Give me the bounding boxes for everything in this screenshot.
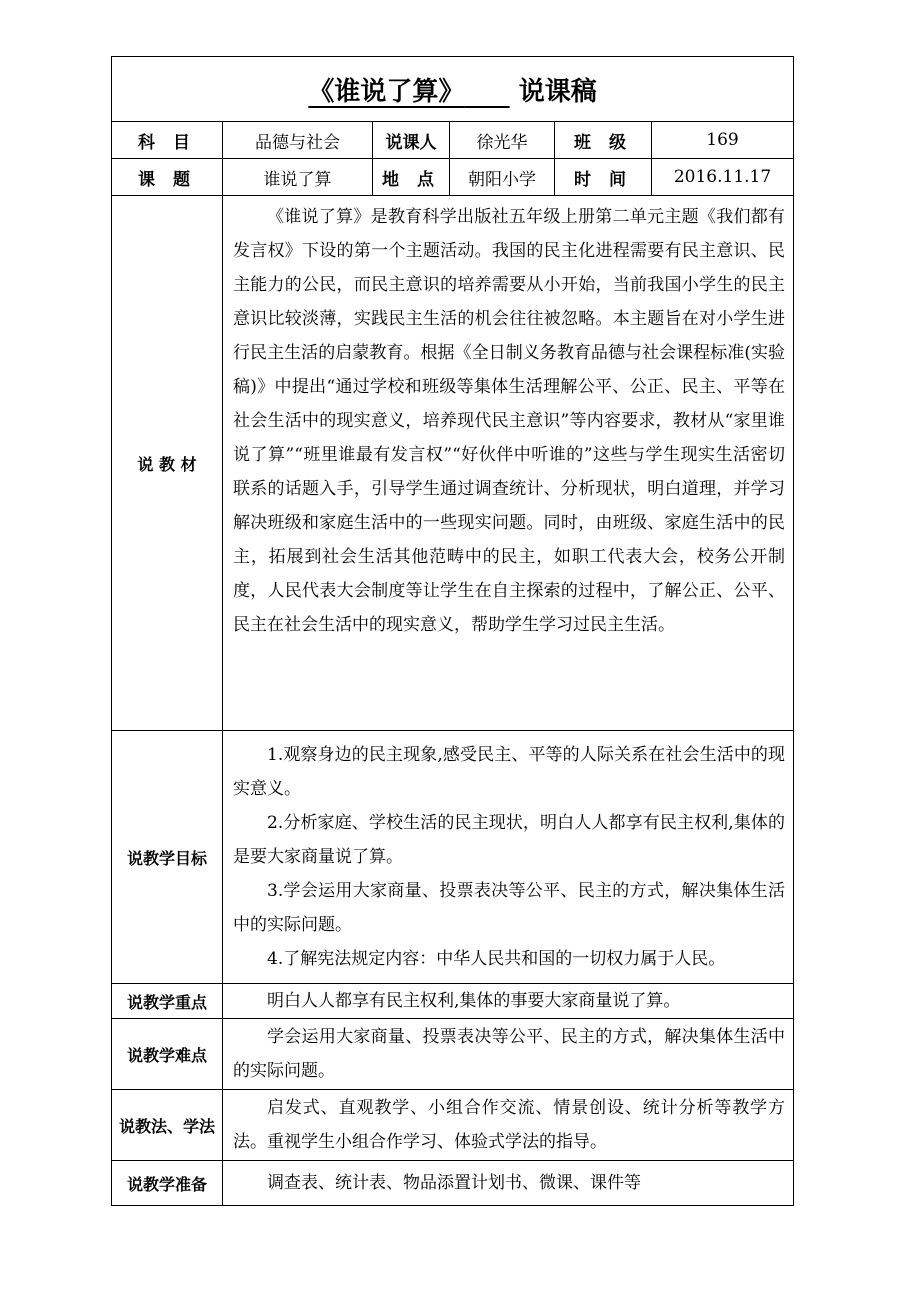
teacher-label: 说课人 xyxy=(373,122,450,159)
topic-value: 谁说了算 xyxy=(223,159,373,196)
info-row-2 xyxy=(112,159,794,196)
prep-row xyxy=(112,1161,794,1206)
methods-text: 启发式、直观教学、小组合作交流、情景创设、统计分析等教学方法。重视学生小组合作学习、体验式学法的指导。 xyxy=(233,1098,786,1152)
difficulty-text: 学会运用大家商量、投票表决等公平、民主的方式，解决集体生活中的实际问题。 xyxy=(233,1027,786,1081)
prep-text: 调查表、统计表、物品添置计划书、微课、课件等 xyxy=(267,1173,641,1193)
key-text-cell xyxy=(223,984,794,1019)
subject-label: 科 目 xyxy=(112,122,223,159)
time-label: 时 间 xyxy=(555,159,652,196)
topic-label: 课 题 xyxy=(112,159,223,196)
class-value: 169 xyxy=(652,122,794,159)
key-row xyxy=(112,984,794,1019)
material-text: 《谁说了算》是教育科学出版社五年级上册第二单元主题《我们都有发言权》下设的第一个主题活动。我国的民主化进程需要有民主意识、民主能力的公民，而民主意识的培养需要从小开始，当前我国小学生的民主意识比较淡薄，实践民主生活的机会往往被忽略。本主题旨在对小学生进行民主生活的启蒙教育。根据《全日制义务教育品德与社会课程标准(实验稿)》中提出“通过学校和班级等集体生活理解公平、公正、民主、平等在社会生活中的现实意义，培养现代民主意识”等内容要求，教材从“家里谁说了算”“班里谁最有发言权”“好伙伴中听谁的”这些与学生现实生活密切联系的话题入手，引导学生通过调查统计、分析现状，明白道理，并学习解决班级和家庭生活中的一些现实问题。同时，由班级、家庭生活中的民主，拓展到社会生活其他范畴中的民主，如职工代表大会，校务公开制度，人民代表大会制度等让学生在自主探索的过程中，了解公正、公平、民主在社会生活中的现实意义，帮助学生学习过民主生活。 xyxy=(233,207,786,635)
material-row xyxy=(112,196,794,731)
methods-text-cell xyxy=(223,1090,794,1161)
lesson-plan-table xyxy=(111,56,794,1206)
methods-label: 说教法、学法 xyxy=(112,1090,223,1161)
prep-label: 说教学准备 xyxy=(112,1161,223,1206)
goal-item: 1.观察身边的民主现象,感受民主、平等的人际关系在社会生活中的现实意义。 xyxy=(233,745,786,799)
teacher-value: 徐光华 xyxy=(450,122,555,159)
title-suffix: 说课稿 xyxy=(518,76,597,107)
time-value: 2016.11.17 xyxy=(652,159,794,196)
lesson-plan-sheet xyxy=(111,56,793,1206)
document-title xyxy=(112,57,794,122)
place-value: 朝阳小学 xyxy=(450,159,555,196)
goal-item: 4.了解宪法规定内容：中华人民共和国的一切权力属于人民。 xyxy=(267,949,726,969)
goals-list xyxy=(223,731,794,984)
title-main: 《谁说了算》 xyxy=(308,76,465,107)
difficulty-text-cell xyxy=(223,1019,794,1090)
class-label: 班 级 xyxy=(555,122,652,159)
key-label: 说教学重点 xyxy=(112,984,223,1019)
difficulty-row xyxy=(112,1019,794,1090)
info-row-1 xyxy=(112,122,794,159)
goals-label: 说教学目标 xyxy=(112,731,223,984)
difficulty-label: 说教学难点 xyxy=(112,1019,223,1090)
prep-text-cell xyxy=(223,1161,794,1206)
place-label: 地 点 xyxy=(373,159,450,196)
methods-row xyxy=(112,1090,794,1161)
goal-item: 3.学会运用大家商量、投票表决等公平、民主的方式，解决集体生活中的实际问题。 xyxy=(233,881,786,935)
goal-item: 2.分析家庭、学校生活的民主现状，明白人人都享有民主权利,集体的是要大家商量说了算。 xyxy=(233,813,786,867)
material-text-cell xyxy=(223,196,794,731)
material-label: 说 教 材 xyxy=(112,196,223,731)
key-text: 明白人人都享有民主权利,集体的事要大家商量说了算。 xyxy=(267,991,681,1011)
goals-row xyxy=(112,731,794,984)
subject-value: 品德与社会 xyxy=(223,122,373,159)
